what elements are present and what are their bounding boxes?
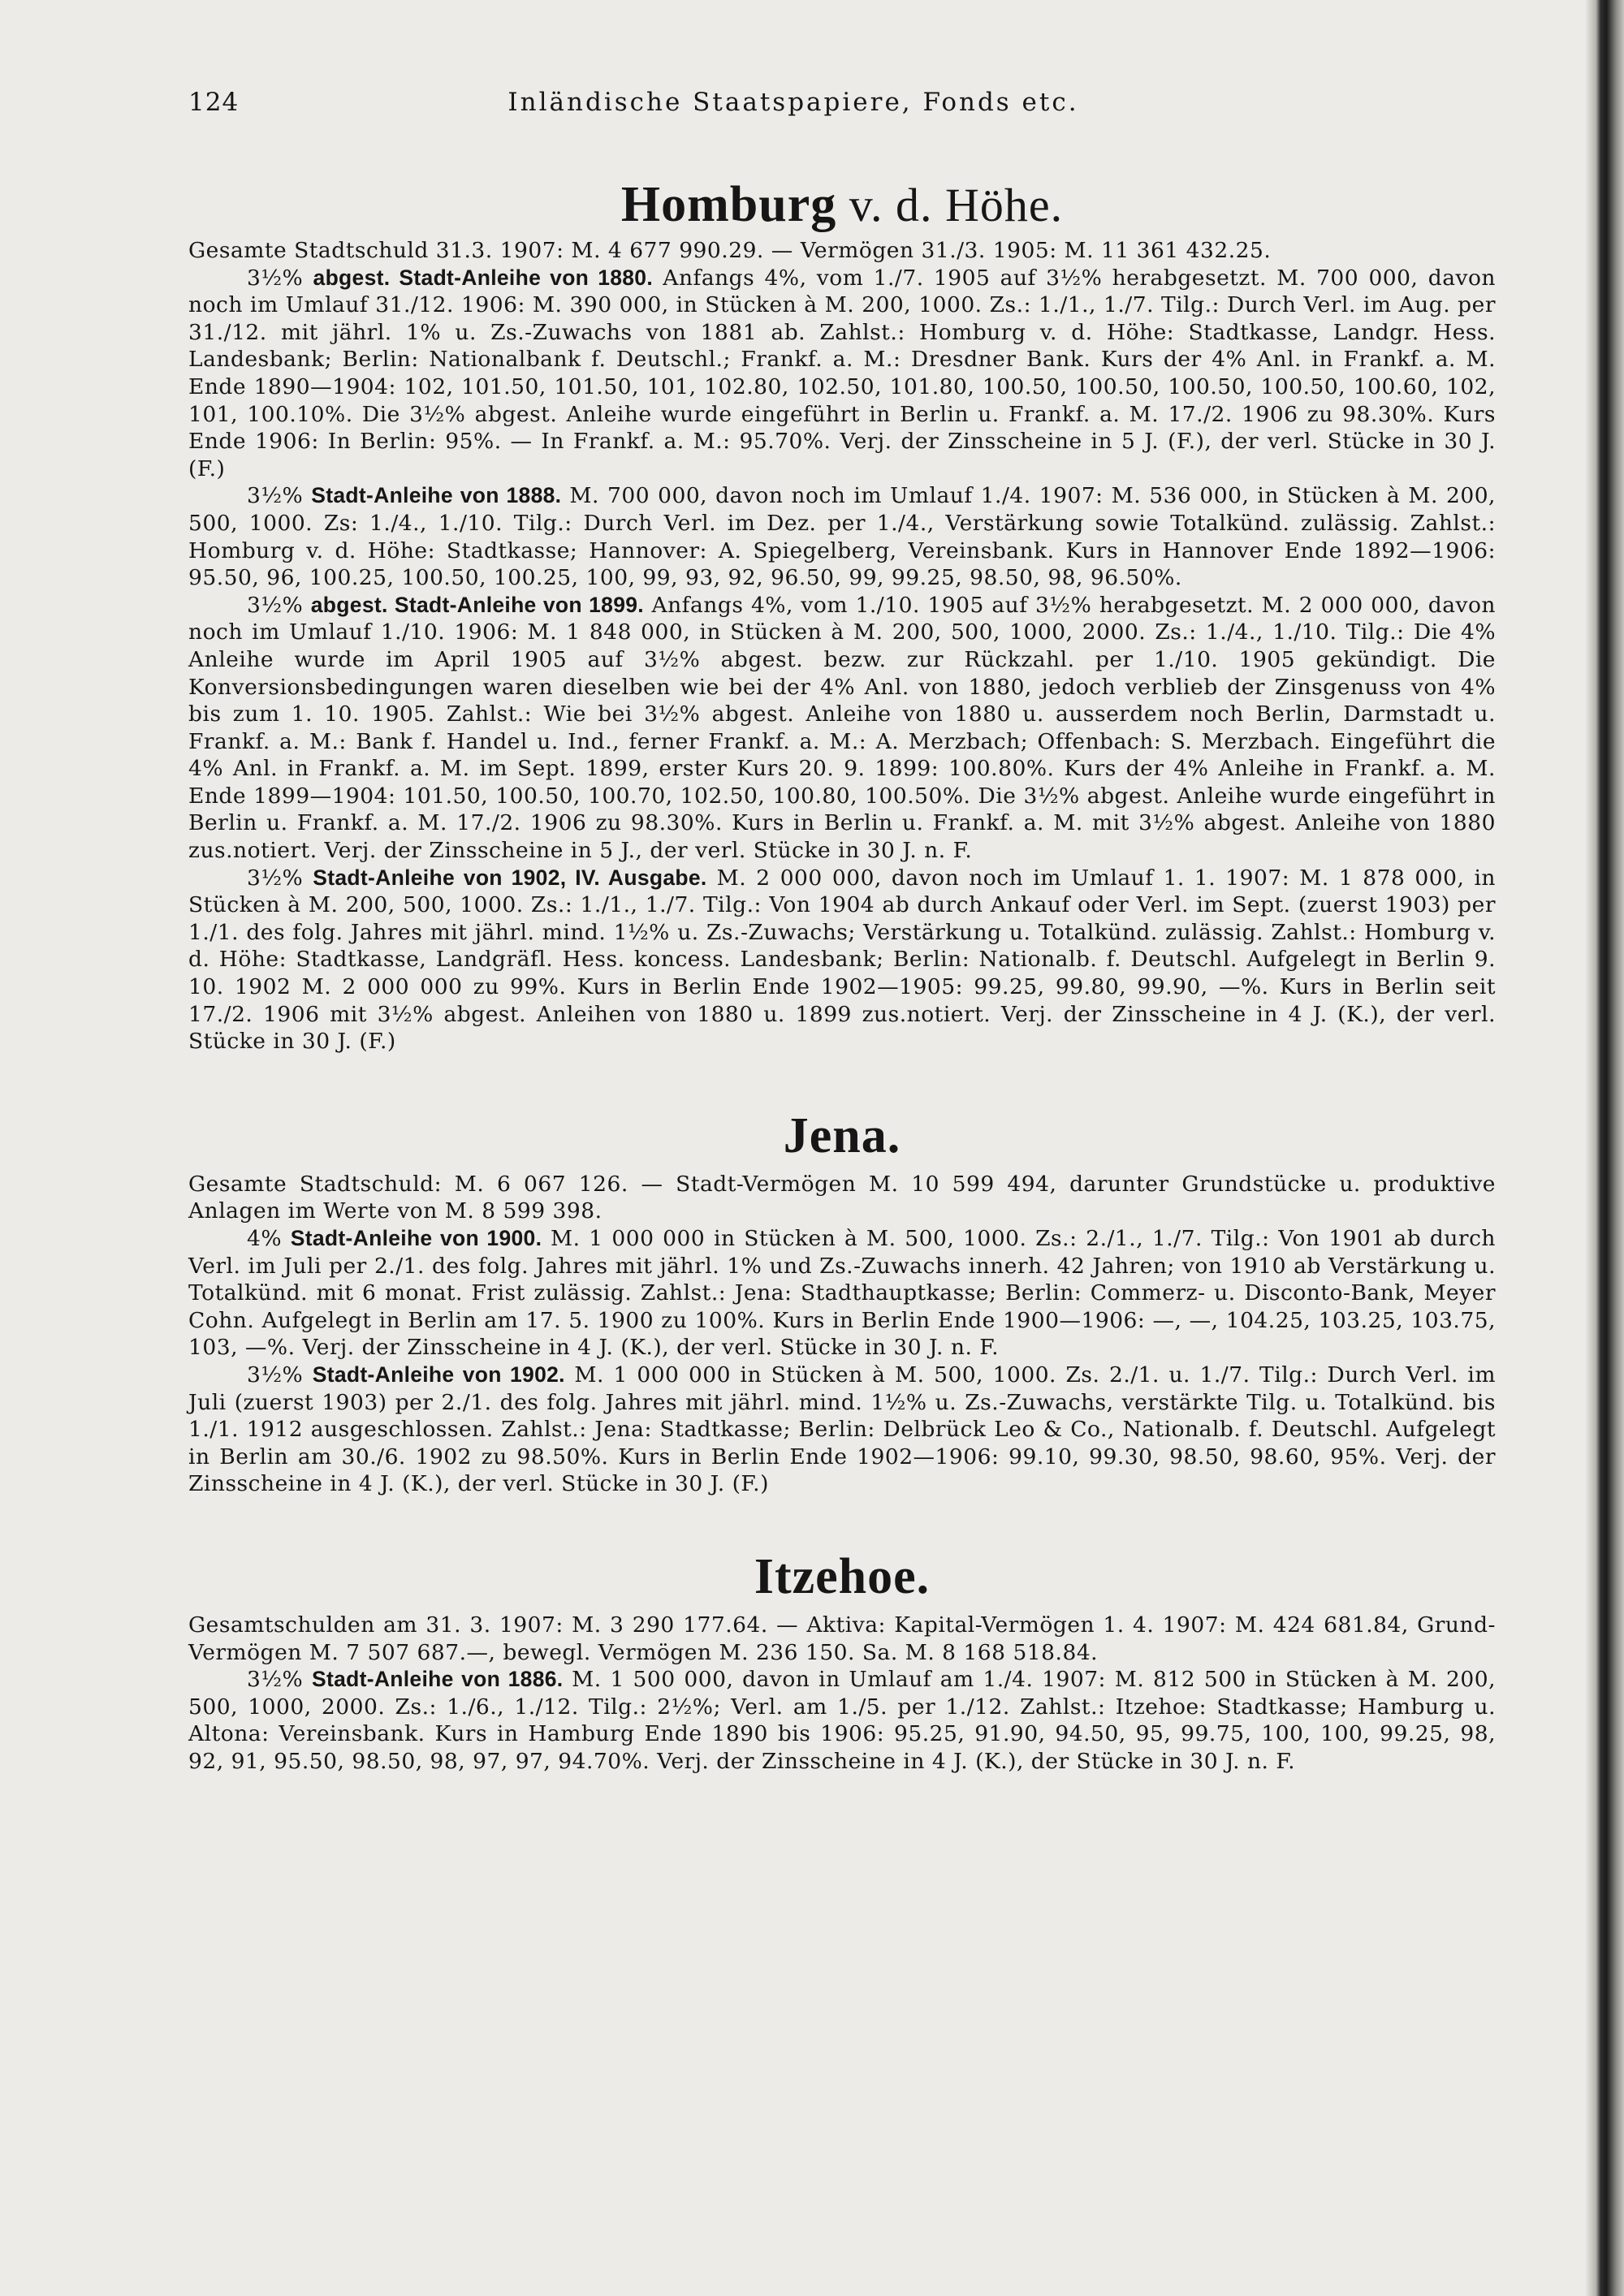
page-number: 124 (188, 88, 240, 117)
page-header (188, 88, 1496, 128)
loan-issue (188, 265, 1496, 483)
loan-issue (188, 1225, 1496, 1362)
loan-issue (188, 482, 1496, 591)
section-title (188, 172, 1496, 237)
issue-body: M. 700 000, davon noch im Umlauf 1./4. 1907: M. 536 000, in Stücken à M. 200, 500, 1000. Zs: 1./4., 1./10. Tilg.: Durch Verl. im Dez. per 1./4., Verstärkung sowie Totalkünd. zulässig. Zahlst.: Homburg v. d. Höhe: Stadtkasse; Hannover: A. Spiegelberg, Vereinsbank. Kurs in Hannover Ende 1892—1906: 95.50, 96, 100.25, 100.50, 100.25, 100, 99, 93, 92, 96.50, 99, 99.25, 98.50, 98, 96.50%. (188, 483, 1496, 591)
page-edge-shadow (1585, 0, 1624, 2296)
section-title (188, 1542, 1496, 1612)
section-title (188, 1101, 1496, 1171)
section-itzehoe (188, 1542, 1496, 1776)
section-title-sub: v. d. Höhe. (836, 179, 1064, 231)
loan-issue (188, 1666, 1496, 1775)
document-page (188, 88, 1496, 1776)
issue-heading: Stadt-Anleihe von 1902. (312, 1362, 565, 1387)
issue-body: M. 1 000 000 in Stücken à M. 500, 1000. Zs.: 2./1., 1./7. Tilg.: Von 1901 ab durch Verl. im Juli per 2./1. des folg. Jahres mit jährl. 1% und Zs.-Zuwachs innerh. 42 Jahren; von 1910 ab Verstärkung u. Totalkünd. mit 6 monat. Frist zulässig. Zahlst.: Jena: Stadthauptkasse; Berlin: Commerz- u. Disconto-Bank, Meyer Cohn. Aufgelegt in Berlin am 17. 5. 1900 zu 100%. Kurs in Berlin Ende 1900—1906: —, —, 104.25, 103.25, 103.75, 103, —%. Verj. der Zinsscheine in 4 J. (K.), der verl. Stücke in 30 J. n. F. (188, 1226, 1496, 1361)
issue-rate: 3½% (247, 1362, 313, 1388)
running-title: Inländische Staatspapiere, Fonds etc. (508, 88, 1079, 117)
section-title-main: Homburg (620, 177, 837, 232)
section-intro: Gesamte Stadtschuld: M. 6 067 126. — Stadt-Vermögen M. 10 599 494, darunter Grundstücke u. produktive Anlagen im Werte von M. 8 599 398. (188, 1171, 1496, 1224)
section-intro: Gesamtschulden am 31. 3. 1907: M. 3 290 177.64. — Aktiva: Kapital-Vermögen 1. 4. 1907: M. 424 681.84, Grund-Vermögen M. 7 507 687.—, bewegl. Vermögen M. 236 150. Sa. M. 8 168 518.84. (188, 1612, 1496, 1665)
issue-heading: Stadt-Anleihe von 1900. (290, 1226, 542, 1250)
issue-heading: Stadt-Anleihe von 1886. (311, 1667, 564, 1692)
loan-issue (188, 592, 1496, 865)
issue-heading: Stadt-Anleihe von 1902, IV. Ausgabe. (313, 865, 707, 890)
issue-rate: 3½% (247, 483, 312, 509)
issue-heading: Stadt-Anleihe von 1888. (311, 483, 562, 508)
section-title-main: Jena. (783, 1107, 901, 1163)
issue-body: M. 2 000 000, davon noch im Umlauf 1. 1. 1907: M. 1 878 000, in Stücken à M. 200, 500, 1000. Zs.: 1./1., 1./7. Tilg.: Von 1904 ab durch Ankauf oder Verl. im Sept. (zuerst 1903) per 1./1. des folg. Jahres mit jährl. mind. 1½% u. Zs.-Zuwachs; Verstärkung u. Totalkünd. zulässig. Zahlst.: Homburg v. d. Höhe: Stadtkasse, Landgräfl. Hess. koncess. Landesbank; Berlin: Nationalb. f. Deutschl. Aufgelegt in Berlin 9. 10. 1902 M. 2 000 000 zu 99%. Kurs in Berlin Ende 1902—1905: 99.25, 99.80, 99.90, —%. Kurs in Berlin seit 17./2. 1906 mit 3½% abgest. Anleihen von 1880 u. 1899 zus.notiert. Verj. der Zinsscheine in 4 J. (K.), der verl. Stücke in 30 J. (F.) (188, 865, 1496, 1055)
section-homburg (188, 172, 1496, 1055)
issue-rate: 3½% (247, 1667, 312, 1693)
issue-rate: 3½% (247, 865, 313, 891)
issue-rate: 3½% (247, 592, 311, 618)
section-jena (188, 1101, 1496, 1498)
section-intro: Gesamte Stadtschuld 31.3. 1907: M. 4 677 990.29. — Vermögen 31./3. 1905: M. 11 361 432.25. (188, 238, 1272, 263)
loan-issue (188, 865, 1496, 1055)
issue-rate: 4% (247, 1226, 291, 1251)
issue-body: Anfangs 4%, vom 1./10. 1905 auf 3½% herabgesetzt. M. 2 000 000, davon noch im Umlauf 1./10. 1906: M. 1 848 000, in Stücken à M. 200, 500, 1000, 2000. Zs.: 1./4., 1./10. Tilg.: Die 4% Anleihe wurde im April 1905 auf 3½% abgest. bezw. zur Rückzahl. per 1./10. 1905 gekündigt. Die Konversionsbedingungen waren dieselben wie bei der 4% Anl. von 1880, jedoch verblieb der Zinsgenuss von 4% bis zum 1. 10. 1905. Zahlst.: Wie bei 3½% abgest. Anleihe von 1880 u. ausserdem noch Berlin, Darmstadt u. Frankf. a. M.: Bank f. Handel u. Ind., ferner Frankf. a. M.: A. Merzbach; Offenbach: S. Merzbach. Eingeführt die 4% Anl. in Frankf. a. M. im Sept. 1899, erster Kurs 20. 9. 1899: 100.80%. Kurs der 4% Anleihe in Frankf. a. M. Ende 1899—1904: 101.50, 100.50, 100.70, 102.50, 100.80, 100.50%. Die 3½% abgest. Anleihe wurde eingeführt in Berlin u. Frankf. a. M. 17./2. 1906 zu 98.30%. Kurs in Berlin u. Frankf. a. M. mit 3½% abgest. Anleihe von 1880 zus.notiert. Verj. der Zinsscheine in 5 J., der verl. Stücke in 30 J. n. F. (188, 592, 1496, 864)
issue-heading: abgest. Stadt-Anleihe von 1880. (313, 265, 654, 290)
section-title-main: Itzehoe. (754, 1548, 931, 1604)
issue-body: M. 1 000 000 in Stücken à M. 500, 1000. Zs. 2./1. u. 1./7. Tilg.: Durch Verl. im Juli (zuerst 1903) per 2./1. des folg. Jahres mit jährl. mind. 1½% u. Zs.-Zuwachs, verstärkte Tilg. u. Totalkünd. bis 1./1. 1912 ausgeschlossen. Zahlst.: Jena: Stadtkasse; Berlin: Delbrück Leo & Co., Nationalb. f. Deutschl. Aufgelegt in Berlin am 30./6. 1902 zu 98.50%. Kurs in Berlin Ende 1902—1906: 99.10, 99.30, 98.50, 98.60, 95%. Verj. der Zinsscheine in 4 J. (K.), der verl. Stücke in 30 J. (F.) (188, 1362, 1497, 1497)
loan-issue (188, 1362, 1496, 1498)
issue-heading: abgest. Stadt-Anleihe von 1899. (310, 592, 644, 617)
issue-body: Anfangs 4%, vom 1./7. 1905 auf 3½% herabgesetzt. M. 700 000, davon noch im Umlauf 31./12. 1906: M. 390 000, in Stücken à M. 200, 1000. Zs.: 1./1., 1./7. Tilg.: Durch Verl. im Aug. per 31./12. mit jährl. 1% u. Zs.-Zuwachs von 1881 ab. Zahlst.: Homburg v. d. Höhe: Stadtkasse, Landgr. Hess. Landesbank; Berlin: Nationalbank f. Deutschl.; Frankf. a. M.: Dresdner Bank. Kurs der 4% Anl. in Frankf. a. M. Ende 1890—1904: 102, 101.50, 101.50, 101, 102.80, 102.50, 101.80, 100.50, 100.50, 100.50, 100.50, 100.60, 102, 101, 100.10%. Die 3½% abgest. Anleihe wurde eingeführt in Berlin u. Frankf. a. M. 17./2. 1906 zu 98.30%. Kurs Ende 1906: In Berlin: 95%. — In Frankf. a. M.: 95.70%. Verj. der Zinsscheine in 5 J. (F.), der verl. Stücke in 30 J. (F.) (188, 265, 1496, 481)
issue-body: M. 1 500 000, davon in Umlauf am 1./4. 1907: M. 812 500 in Stücken à M. 200, 500, 1000, 2000. Zs.: 1./6., 1./12. Tilg.: 2½%; Verl. am 1./5. per 1./12. Zahlst.: Itzehoe: Stadtkasse; Hamburg u. Altona: Vereinsbank. Kurs in Hamburg Ende 1890 bis 1906: 95.25, 91.90, 94.50, 95, 99.75, 100, 100, 99.25, 98, 92, 91, 95.50, 98.50, 98, 97, 97, 94.70%. Verj. der Zinsscheine in 4 J. (K.), der Stücke in 30 J. n. F. (188, 1667, 1497, 1774)
issue-rate: 3½% (247, 265, 313, 291)
